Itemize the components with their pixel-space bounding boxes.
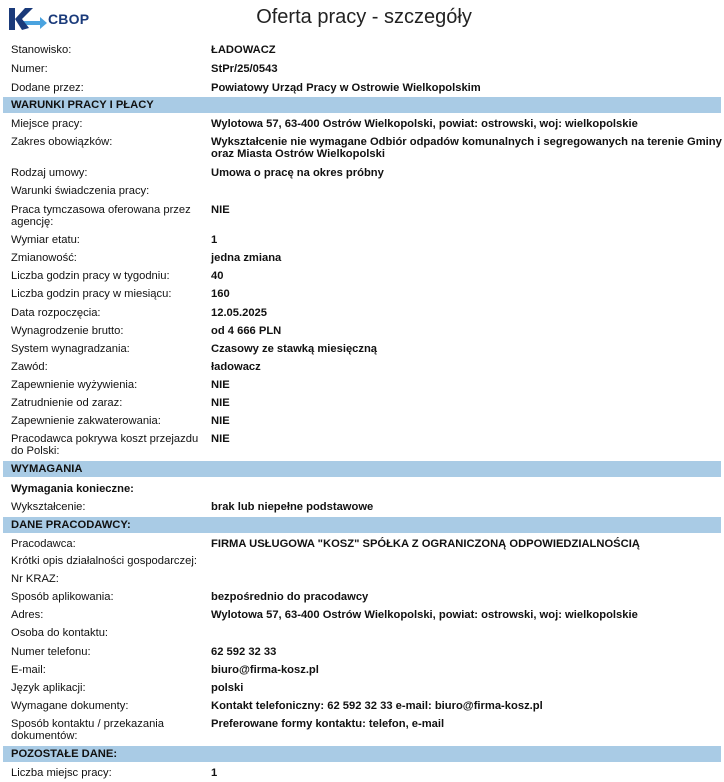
value-dodane-przez: Powiatowy Urząd Pracy w Ostrowie Wielkopolskim bbox=[211, 82, 481, 94]
value-miejsce-pracy: Wylotowa 57, 63-400 Ostrów Wielkopolski, powiat: ostrowski, woj: wielkopolskie bbox=[211, 118, 638, 130]
label-dodane-przez: Dodane przez: bbox=[11, 82, 84, 94]
value-sposob-aplikowania: bezpośrednio do pracodawcy bbox=[211, 591, 369, 603]
label-wymiar-etatu: Wymiar etatu: bbox=[11, 234, 80, 246]
label-system-wynagradzania: System wynagradzania: bbox=[11, 343, 130, 355]
label-koszt-przejazdu-line1: Pracodawca pokrywa koszt przejazdu bbox=[11, 433, 199, 445]
value-wyksztalcenie: brak lub niepełne podstawowe bbox=[211, 501, 374, 513]
value-godziny-miesiac: 160 bbox=[211, 288, 230, 300]
value-stanowisko: ŁADOWACZ bbox=[211, 44, 276, 56]
label-zmianowosc: Zmianowość: bbox=[11, 252, 77, 264]
label-sposob-kontaktu-line2: dokumentów: bbox=[11, 730, 78, 742]
label-email: E-mail: bbox=[11, 664, 46, 676]
value-jezyk-aplikacji: polski bbox=[211, 682, 244, 694]
label-telefon: Numer telefonu: bbox=[11, 646, 91, 658]
section-pracodawca-header: DANE PRACODAWCY: bbox=[3, 517, 721, 533]
label-warunki-swiadczenia: Warunki świadczenia pracy: bbox=[11, 185, 150, 197]
label-nr-kraz: Nr KRAZ: bbox=[11, 573, 59, 585]
value-adres: Wylotowa 57, 63-400 Ostrów Wielkopolski, powiat: ostrowski, woj: wielkopolskie bbox=[211, 609, 638, 621]
value-numer: StPr/25/0543 bbox=[211, 63, 278, 75]
value-zawod: ładowacz bbox=[211, 361, 261, 373]
section-pozostale-header: POZOSTAŁE DANE: bbox=[3, 746, 721, 762]
label-liczba-miejsc: Liczba miejsc pracy: bbox=[11, 767, 112, 779]
value-godziny-tydzien: 40 bbox=[211, 270, 224, 282]
value-data-rozpoczecia: 12.05.2025 bbox=[211, 307, 267, 319]
label-wymagane-dokumenty: Wymagane dokumenty: bbox=[11, 700, 129, 712]
label-praca-tymczasowa-line2: agencję: bbox=[11, 216, 54, 228]
label-adres: Adres: bbox=[11, 609, 44, 621]
label-praca-tymczasowa-line1: Praca tymczasowa oferowana przez bbox=[11, 204, 191, 216]
label-sposob-aplikowania: Sposób aplikowania: bbox=[11, 591, 114, 603]
value-zmianowosc: jedna zmiana bbox=[211, 252, 282, 264]
label-numer: Numer: bbox=[11, 63, 48, 75]
label-sposob-kontaktu-line1: Sposób kontaktu / przekazania bbox=[11, 718, 164, 730]
label-godziny-miesiac: Liczba godzin pracy w miesiącu: bbox=[11, 288, 172, 300]
label-wynagrodzenie: Wynagrodzenie brutto: bbox=[11, 325, 124, 337]
value-sposob-kontaktu: Preferowane formy kontaktu: telefon, e-mail bbox=[211, 718, 445, 730]
label-jezyk-aplikacji: Język aplikacji: bbox=[11, 682, 86, 694]
label-wyksztalcenie: Wykształcenie: bbox=[11, 501, 86, 513]
page-title: Oferta pracy - szczegóły bbox=[256, 6, 472, 28]
label-osoba-kontakt: Osoba do kontaktu: bbox=[11, 627, 109, 639]
value-wynagrodzenie: od 4 666 PLN bbox=[211, 325, 282, 337]
value-wyzywienie: NIE bbox=[211, 379, 230, 391]
label-koszt-przejazdu-line2: do Polski: bbox=[11, 445, 60, 457]
value-zakwaterowanie: NIE bbox=[211, 415, 230, 427]
value-liczba-miejsc: 1 bbox=[211, 767, 218, 779]
label-zakwaterowanie: Zapewnienie zakwaterowania: bbox=[11, 415, 161, 427]
label-zakres-obowiazkow: Zakres obowiązków: bbox=[11, 136, 113, 148]
value-praca-tymczasowa: NIE bbox=[211, 204, 230, 216]
value-od-zaraz: NIE bbox=[211, 397, 230, 409]
label-pracodawca: Pracodawca: bbox=[11, 538, 76, 550]
value-zakres-obowiazkow-line1: Wykształcenie nie wymagane Odbiór odpadów komunalnych i segregowanych na terenie Gminy bbox=[211, 136, 722, 148]
value-wymagane-dokumenty: Kontakt telefoniczny: 62 592 32 33 e-mail: biuro@firma-kosz.pl bbox=[211, 700, 543, 712]
section-warunki-header: WARUNKI PRACY I PŁACY bbox=[3, 97, 721, 113]
label-zawod: Zawód: bbox=[11, 361, 48, 373]
value-rodzaj-umowy: Umowa o pracę na okres próbny bbox=[211, 167, 384, 179]
subheading-wymagania-konieczne: Wymagania konieczne: bbox=[11, 483, 134, 495]
section-wymagania-header: WYMAGANIA bbox=[3, 461, 721, 477]
page-header bbox=[0, 0, 724, 40]
label-opis-dzialalnosci: Krótki opis działalności gospodarczej: bbox=[11, 555, 197, 567]
value-zakres-obowiazkow-line2: oraz Miasta Ostrów Wielkopolski bbox=[211, 148, 385, 160]
label-miejsce-pracy: Miejsce pracy: bbox=[11, 118, 83, 130]
value-email: biuro@firma-kosz.pl bbox=[211, 664, 319, 676]
label-data-rozpoczecia: Data rozpoczęcia: bbox=[11, 307, 101, 319]
value-koszt-przejazdu: NIE bbox=[211, 433, 230, 445]
logo-text: CBOP bbox=[48, 11, 90, 27]
label-godziny-tydzien: Liczba godzin pracy w tygodniu: bbox=[11, 270, 170, 282]
value-system-wynagradzania: Czasowy ze stawką miesięczną bbox=[211, 343, 378, 355]
label-stanowisko: Stanowisko: bbox=[11, 44, 72, 56]
label-od-zaraz: Zatrudnienie od zaraz: bbox=[11, 397, 123, 409]
label-wyzywienie: Zapewnienie wyżywienia: bbox=[11, 379, 138, 391]
value-pracodawca: FIRMA USŁUGOWA "KOSZ" SPÓŁKA Z OGRANICZONĄ ODPOWIEDZIALNOŚCIĄ bbox=[211, 538, 640, 550]
value-telefon: 62 592 32 33 bbox=[211, 646, 277, 658]
label-rodzaj-umowy: Rodzaj umowy: bbox=[11, 167, 88, 179]
value-wymiar-etatu: 1 bbox=[211, 234, 218, 246]
